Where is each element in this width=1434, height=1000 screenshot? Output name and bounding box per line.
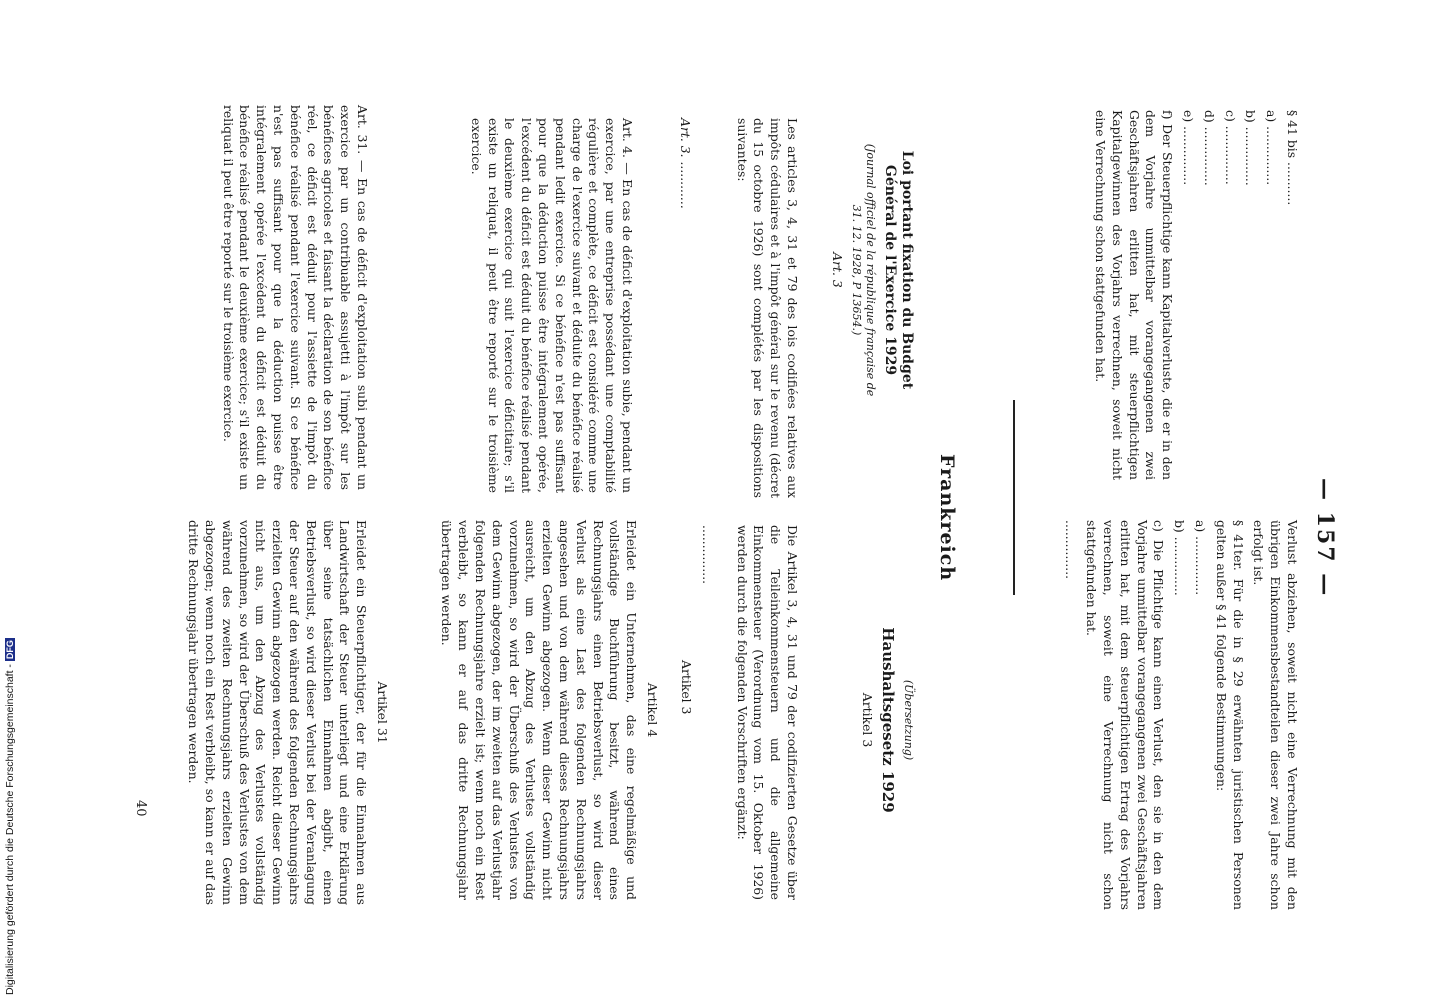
- german-top-block: [1058, 520, 1300, 910]
- french-art4-block: [463, 118, 635, 493]
- german-translation-note: (Übersetzung): [902, 679, 915, 761]
- french-art3-dots-block: [672, 118, 693, 318]
- page-number: — 157 —: [1312, 478, 1338, 598]
- french-journal: (Journal officiel de la république française de 31. 12. 1928, P 13654.): [850, 143, 877, 397]
- german-dots: ...............: [1063, 520, 1079, 580]
- french-item-a: a) ...............: [1264, 110, 1280, 186]
- french-sec41bis-block: [1087, 110, 1300, 480]
- french-item-c: c) ...............: [1222, 110, 1238, 185]
- german-item-b: b) ...............: [1172, 520, 1188, 596]
- digitization-note: [4, 638, 16, 995]
- section-rule: [1013, 400, 1015, 595]
- french-item-b: b) ...............: [1243, 110, 1259, 186]
- german-art3-sub-label: Artikel 3: [679, 660, 695, 715]
- digitization-text: Digitalisierung gefördert durch die Deutsche Forschungsgemeinschaft -: [4, 664, 16, 995]
- german-art3-sub-block: [673, 525, 715, 750]
- french-art3-text: Les articles 3, 4, 31 et 79 des lois codifiées relatives aux impôts cédulaires et à l'impôt général sur le revenu (décret du 15 octobre 1926) sont complétés par les dispositions suivantes:: [734, 118, 800, 498]
- german-art3-sub-dots: ...............: [700, 525, 715, 585]
- german-art3-block: [729, 525, 800, 900]
- german-title: Haushaltsgesetz 1929: [879, 627, 897, 813]
- german-item-c: c) Die Pflichtige kann einen Verlust, den sie in den dem Vorjahre unmittelbar vorangegangenen zwei Geschäftsjahren erlitten hat, mit dem steuerpflichtigen Ertrag des Vorjahrs verrechnen, soweit eine Verrechnung nicht schon stattgefunden hat.: [1084, 520, 1167, 910]
- french-art3-label: Art. 3: [830, 252, 845, 288]
- french-art3-block: [729, 118, 800, 498]
- german-art31-text: Erleidet ein Steuerpflichtiger, der für die Einnahmen aus Landwirtschaft der Steuer unterliegt und eine Erklärung über seine tatsächlichen Einnahmen abgibt, einen Betriebsverlust, so wird dieser Verlust bei der Veranlagung der Steuer auf den während des folgenden Rechnungsjahrs erzielten Gewinn abgezogen werden. Reicht dieser Gewinn nicht aus, um den Abzug des Verlustes vollständig vorzunehmen, so wird der Überschuß des Verlustes von dem während des zweiten Rechnungsjahrs erzielten Gewinn abgezogen; wenn noch ein Rest verbleibt, so kann er auf das dritte Rechnungsjahr übertragen werden.: [186, 520, 370, 905]
- german-art31-label: Artikel 31: [375, 681, 390, 744]
- french-art3-dots: Art. 3. ............: [678, 118, 693, 209]
- french-art31-block: [215, 105, 370, 490]
- country-heading: Frankreich: [936, 454, 958, 582]
- french-item-d: d) ...............: [1201, 110, 1217, 186]
- german-art4-block: [434, 520, 660, 900]
- french-item-f: f) Der Steuerpflichtige kann Kapitalverluste, die er in den dem Vorjahre unmittelbar vorangegangenen zwei Geschäftsjahren erlitten hat, mit steuerpflichtigen Kapitalgewinnen des Vorjahrs verrechnen, soweit nicht eine Verrechnung schon stattgefunden hat.: [1093, 110, 1176, 480]
- french-sec41bis: § 41 bis ...........: [1285, 110, 1300, 206]
- german-top-text: Verlust abziehen, soweit nicht eine Verrechnung mit den übrigen Einkommensbestandteilen dieser zwei Jahre schon erfolgt ist.: [1251, 520, 1300, 910]
- german-item-a: a) ...............: [1193, 520, 1209, 596]
- german-title-block: [854, 620, 915, 820]
- french-title-block: [824, 140, 915, 400]
- footer-page-number: 40: [133, 800, 148, 817]
- german-art3-label: Artikel 3: [860, 692, 875, 748]
- french-art4-text: Art. 4. — En cas de déficit d'exploitation subie, pendant un exercice, par une entreprise possédant une comptabilité régulière et complète, ce déficit est considéré comme une charge de l'exercice suivant et déduite du bénéfice réalisé pendant ledit exercice. Si ce bénéfice n'est pas suffisant pour que la déduction puisse être intégralement opérée, l'excédent du déficit est déduit du bénéfice réalisé pendant le deuxième exercice qui suit l'exercice déficitaire; s'il existe un reliquat, il peut être reporté sur le troisième exercice.: [468, 118, 635, 493]
- dfg-logo-icon: DFG: [5, 640, 15, 660]
- german-art31-block: [180, 520, 390, 905]
- german-sec41ter: § 41ter. Für die in § 29 erwähnten juristischen Personen gelten außer § 41 folgende Bestimmungen:: [1213, 520, 1246, 910]
- french-title: Loi portant fixation du Budget Général de l'Exercice 1929: [882, 150, 915, 390]
- german-art4-text: Erleidet ein Unternehmen, das eine regelmäßige und vollständige Buchführung besitzt, während eines Rechnungsjahrs einen Betriebsverlust, so wird dieser Verlust als eine Last des folgenden Rechnungsjahrs angesehen und von dem während dieses Rechnungsjahrs erzielten Gewinn abgezogen. Wenn dieser Gewinn nicht ausreicht, um den Abzug des Verlustes vollständig vorzunehmen, so wird der Überschuß des Verlustes von dem Gewinn abgezogen, der im zweiten auf das Verlustjahr folgenden Rechnungsjahre erzielt ist; wenn noch ein Rest verbleibt, so kann er auf das dritte Rechnungsjahr übertragen werden.: [439, 520, 640, 900]
- french-art31-text: Art. 31. — En cas de déficit d'exploitation subi pendant un exercice par un contribuable assujetti à l'impôt sur les bénéfices agricoles et faisant la déclaration de son bénéfice réel, ce déficit est déduit pour l'assiette de l'impôt du bénéfice réalisé pendant l'exercice suivant. Si ce bénéfice n'est pas suffisant pour que la déduction puisse être intégralement opérée l'excédent du déficit est déduit du bénéfice réalisé pendant le deuxième exercice; s'il existe un reliquat il peut être reporté sur le troisième exercice.: [220, 105, 370, 490]
- german-art3-text: Die Artikel 3, 4, 31 und 79 der codifizierten Gesetze über die Teileinkommensteuern und die allgemeine Einkommensteuer (Verordnung vom 15. Oktober 1926) werden durch die folgenden Vorschriften ergänzt:: [734, 525, 800, 900]
- french-item-e: e) ...............: [1181, 110, 1197, 186]
- german-art4-label: Artikel 4: [645, 682, 660, 738]
